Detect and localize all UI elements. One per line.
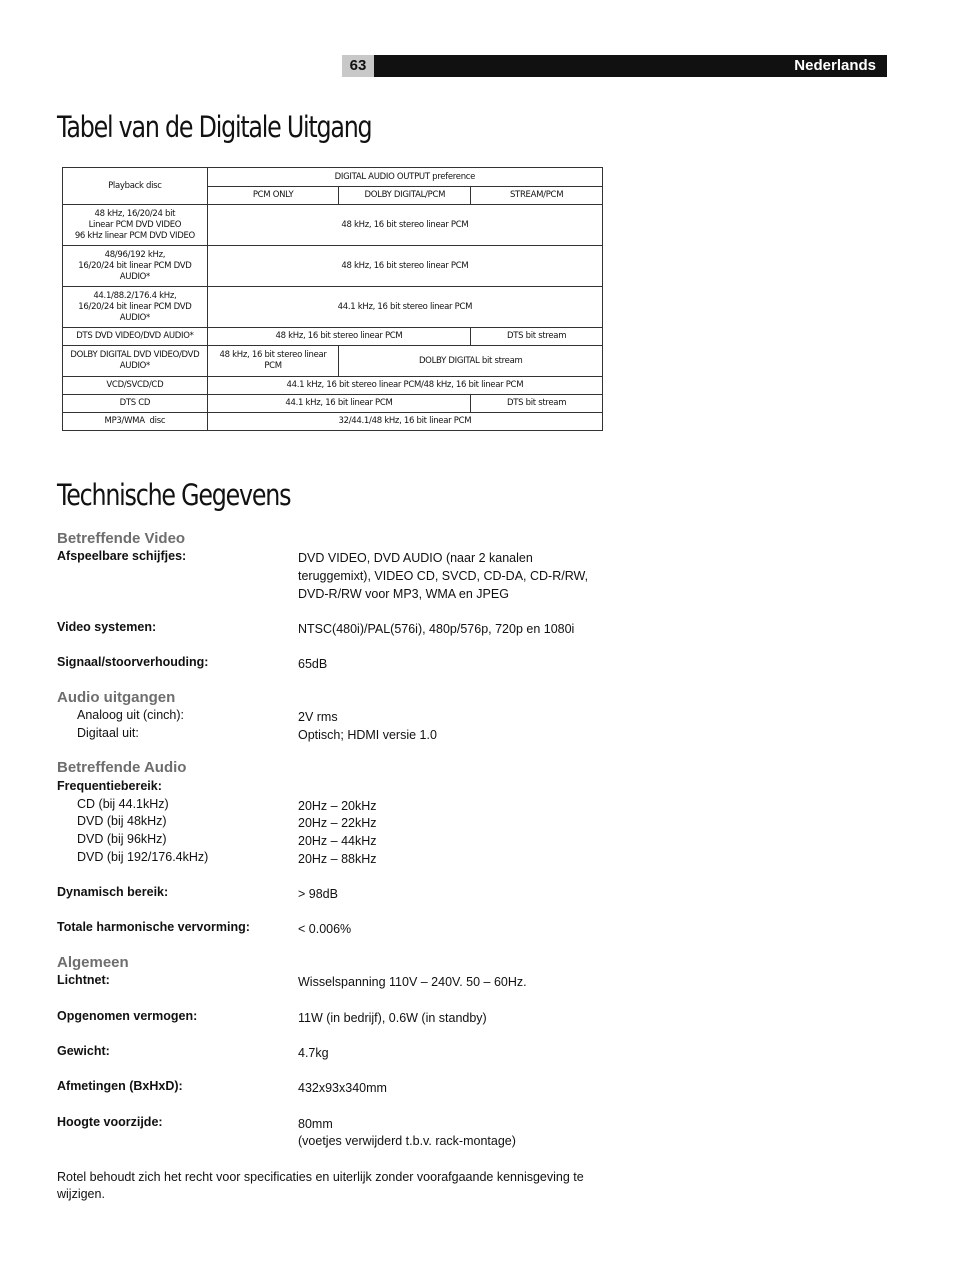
dolby-pcm-header: DOLBY DIGITAL/PCM [339, 187, 471, 205]
disc-cell: VCD/SVCD/CD [63, 377, 208, 395]
spec-value: > 98dB [298, 887, 338, 901]
video-heading: Betreffende Video [57, 530, 186, 547]
table-row [63, 395, 603, 413]
digital-output-table [62, 167, 603, 431]
spec-label: Lichtnet: [57, 973, 110, 987]
spec-label: Video systemen: [57, 620, 157, 634]
disclaimer: Rotel behoudt zich het recht voor specificaties en uiterlijk zonder voorafgaande kennisgeving te wijzigen. [57, 1170, 584, 1201]
spec-label: Analoog uit (cinch): [77, 708, 185, 722]
table-row [63, 246, 603, 287]
table-row [63, 328, 603, 346]
output-cell: 44.1 kHz, 16 bit stereo linear PCM/48 kHz, 16 bit linear PCM [207, 377, 602, 395]
spec-value: 432x93x340mm [298, 1081, 387, 1095]
disc-cell: MP3/WMA disc [63, 413, 208, 431]
language-label: Nederlands [794, 57, 876, 74]
spec-value: 11W (in bedrijf), 0.6W (in standby) [298, 1011, 487, 1025]
general-heading: Algemeen [57, 954, 129, 971]
table-row [63, 377, 603, 395]
preference-header: DIGITAL AUDIO OUTPUT preference [207, 168, 602, 187]
spec-value: 20Hz – 20kHz [298, 799, 377, 813]
table-row [63, 205, 603, 246]
spec-label: Gewicht: [57, 1044, 110, 1058]
spec-label: Totale harmonische vervorming: [57, 920, 250, 934]
output-cell: 48 kHz, 16 bit stereo linear PCM [207, 205, 602, 246]
table-row [63, 413, 603, 431]
disc-cell: DTS DVD VIDEO/DVD AUDIO* [63, 328, 208, 346]
spec-label: DVD (bij 96kHz) [77, 832, 167, 846]
output-cell: DOLBY DIGITAL bit stream [339, 346, 603, 377]
spec-label: Afspeelbare schijfjes: [57, 549, 187, 563]
spec-label: Frequentiebereik: [57, 779, 162, 793]
output-cell: DTS bit stream [471, 328, 603, 346]
output-cell: 48 kHz, 16 bit stereo linear PCM [207, 328, 470, 346]
spec-value: 20Hz – 88kHz [298, 852, 377, 866]
spec-value-note: (voetjes verwijderd t.b.v. rack-montage) [298, 1134, 516, 1148]
spec-value: DVD VIDEO, DVD AUDIO (naar 2 kanalen teruggemixt), VIDEO CD, SVCD, CD-DA, CD-R/RW, DVD-R/RW voor MP3, WMA en JPEG [298, 551, 589, 601]
disc-cell: 44.1/88.2/176.4 kHz, 16/20/24 bit linear PCM DVD AUDIO* [63, 287, 208, 328]
output-cell: 44.1 kHz, 16 bit stereo linear PCM [207, 287, 602, 328]
disc-cell: DTS CD [63, 395, 208, 413]
audio-heading: Betreffende Audio [57, 759, 187, 776]
digital-output-table-title: Tabel van de Digitale Uitgang [57, 110, 372, 144]
disc-cell: 48/96/192 kHz, 16/20/24 bit linear PCM DVD AUDIO* [63, 246, 208, 287]
spec-label: Signaal/stoorverhouding: [57, 655, 209, 669]
output-cell: 48 kHz, 16 bit stereo linear PCM [207, 246, 602, 287]
spec-label: Afmetingen (BxHxD): [57, 1079, 183, 1093]
spec-value: 20Hz – 44kHz [298, 834, 377, 848]
stream-pcm-header: STREAM/PCM [471, 187, 603, 205]
disc-cell: 48 kHz, 16/20/24 bit Linear PCM DVD VIDEO 96 kHz linear PCM DVD VIDEO [63, 205, 208, 246]
spec-label: Digitaal uit: [77, 726, 139, 740]
spec-label: Opgenomen vermogen: [57, 1009, 198, 1023]
spec-value: 65dB [298, 657, 328, 671]
spec-value: 2V rms [298, 710, 338, 724]
spec-value: 80mm [298, 1117, 333, 1131]
spec-label: Hoogte voorzijde: [57, 1115, 163, 1129]
spec-label: Dynamisch bereik: [57, 885, 169, 899]
pcm-only-header: PCM ONLY [207, 187, 339, 205]
output-cell: 32/44.1/48 kHz, 16 bit linear PCM [207, 413, 602, 431]
spec-value: 4.7kg [298, 1046, 329, 1060]
spec-value: Wisselspanning 110V – 240V. 50 – 60Hz. [298, 975, 527, 989]
audio-outputs-heading: Audio uitgangen [57, 689, 176, 706]
spec-label: CD (bij 44.1kHz) [77, 797, 169, 811]
spec-label: DVD (bij 48kHz) [77, 814, 167, 828]
disc-cell: DOLBY DIGITAL DVD VIDEO/DVD AUDIO* [63, 346, 208, 377]
output-cell: 48 kHz, 16 bit stereo linear PCM [207, 346, 339, 377]
spec-value: 20Hz – 22kHz [298, 816, 377, 830]
playback-disc-header: Playback disc [63, 168, 208, 205]
spec-value: NTSC(480i)/PAL(576i), 480p/576p, 720p en 1080i [298, 622, 575, 636]
spec-value: < 0.006% [298, 922, 352, 936]
page-number: 63 [342, 55, 374, 77]
spec-label: DVD (bij 192/176.4kHz) [77, 850, 209, 864]
table-row [63, 346, 603, 377]
output-cell: DTS bit stream [471, 395, 603, 413]
spec-value: Optisch; HDMI versie 1.0 [298, 728, 437, 742]
output-cell: 44.1 kHz, 16 bit linear PCM [207, 395, 470, 413]
specs-title: Technische Gegevens [57, 478, 291, 512]
table-row [63, 287, 603, 328]
